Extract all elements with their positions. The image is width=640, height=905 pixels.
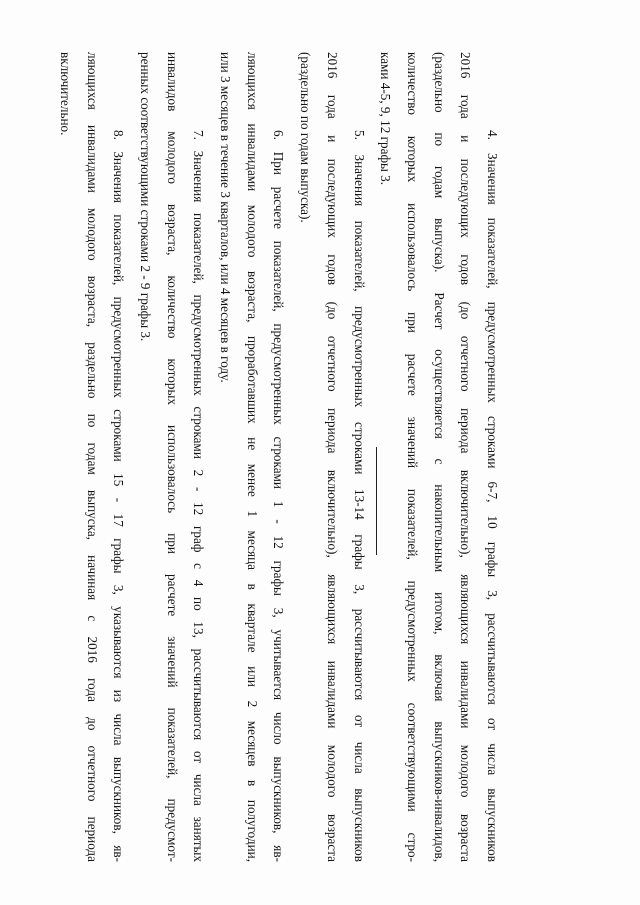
text-line: (раздельно по годам выпуска). Расчет осуществляется с накопительным итогом, включая выпускников-инвалидов, (431, 52, 447, 862)
text-line: или 3 месяцев в течение 3 кварталов, или 4 месяцев в году. (218, 52, 234, 383)
text-line: инвалидов молодого возраста, количество которых использовалось при расчете значений показателей, предусмот- (164, 52, 180, 862)
rotated-text-block (57, 52, 505, 862)
text-line: 2016 года и последующих годов (до отчетного периода включительно), являющихся инвалидами молодого возраста (324, 52, 340, 862)
text-line: 7. Значения показателей, предусмотренных строками 2 - 12 граф с 4 по 13, рассчитываются от числа занятых (191, 130, 207, 862)
text-line: 8. Значения показателей, предусмотренных строками 15 - 17 графы 3, указываются из числа выпускников, яв- (111, 130, 127, 862)
text-line: ляющихся инвалидами молодого возраста, проработавших не менее 1 месяца в квартале или 2 месяцев в полугодии, (244, 52, 260, 862)
text-line: (раздельно по годам выпуска). (298, 52, 314, 223)
paragraph-7 (131, 52, 211, 862)
end-divider-line (376, 447, 377, 555)
text-line: включительно. (57, 52, 73, 136)
text-line: 5. Значения показателей, предусмотренных строками 13-14 графы 3, рассчитываются от числа выпускников (351, 130, 367, 862)
text-line: количество которых использовалось при расчете значений показателей, предусмотренных соответствующими стро- (404, 52, 420, 862)
text-line: 4. Значения показателей, предусмотренных строками 6-7, 10 графы 3, рассчитываются от числа выпускников (485, 130, 500, 862)
paragraph-5 (291, 52, 371, 862)
paragraph-8 (51, 52, 131, 862)
paragraph-6 (211, 52, 291, 862)
text-line: ренных соответствующими строками 2 - 9 графы 3. (138, 52, 154, 342)
paragraph-4 (372, 52, 505, 862)
text-line: 6. При расчете показателей, предусмотренных строками 1 - 12 графы 3, учитывается число выпускников, яв- (271, 130, 287, 862)
text-line: ками 4-5, 9, 12 графы 3. (378, 52, 394, 186)
text-line: ляющихся инвалидами молодого возраста, раздельно по годам выпуска, начиная с 2016 года до отчетного периода (84, 52, 100, 862)
text-line: 2016 года и последующих годов (до отчетного периода включительно), являющихся инвалидами молодого возраста (458, 52, 474, 862)
